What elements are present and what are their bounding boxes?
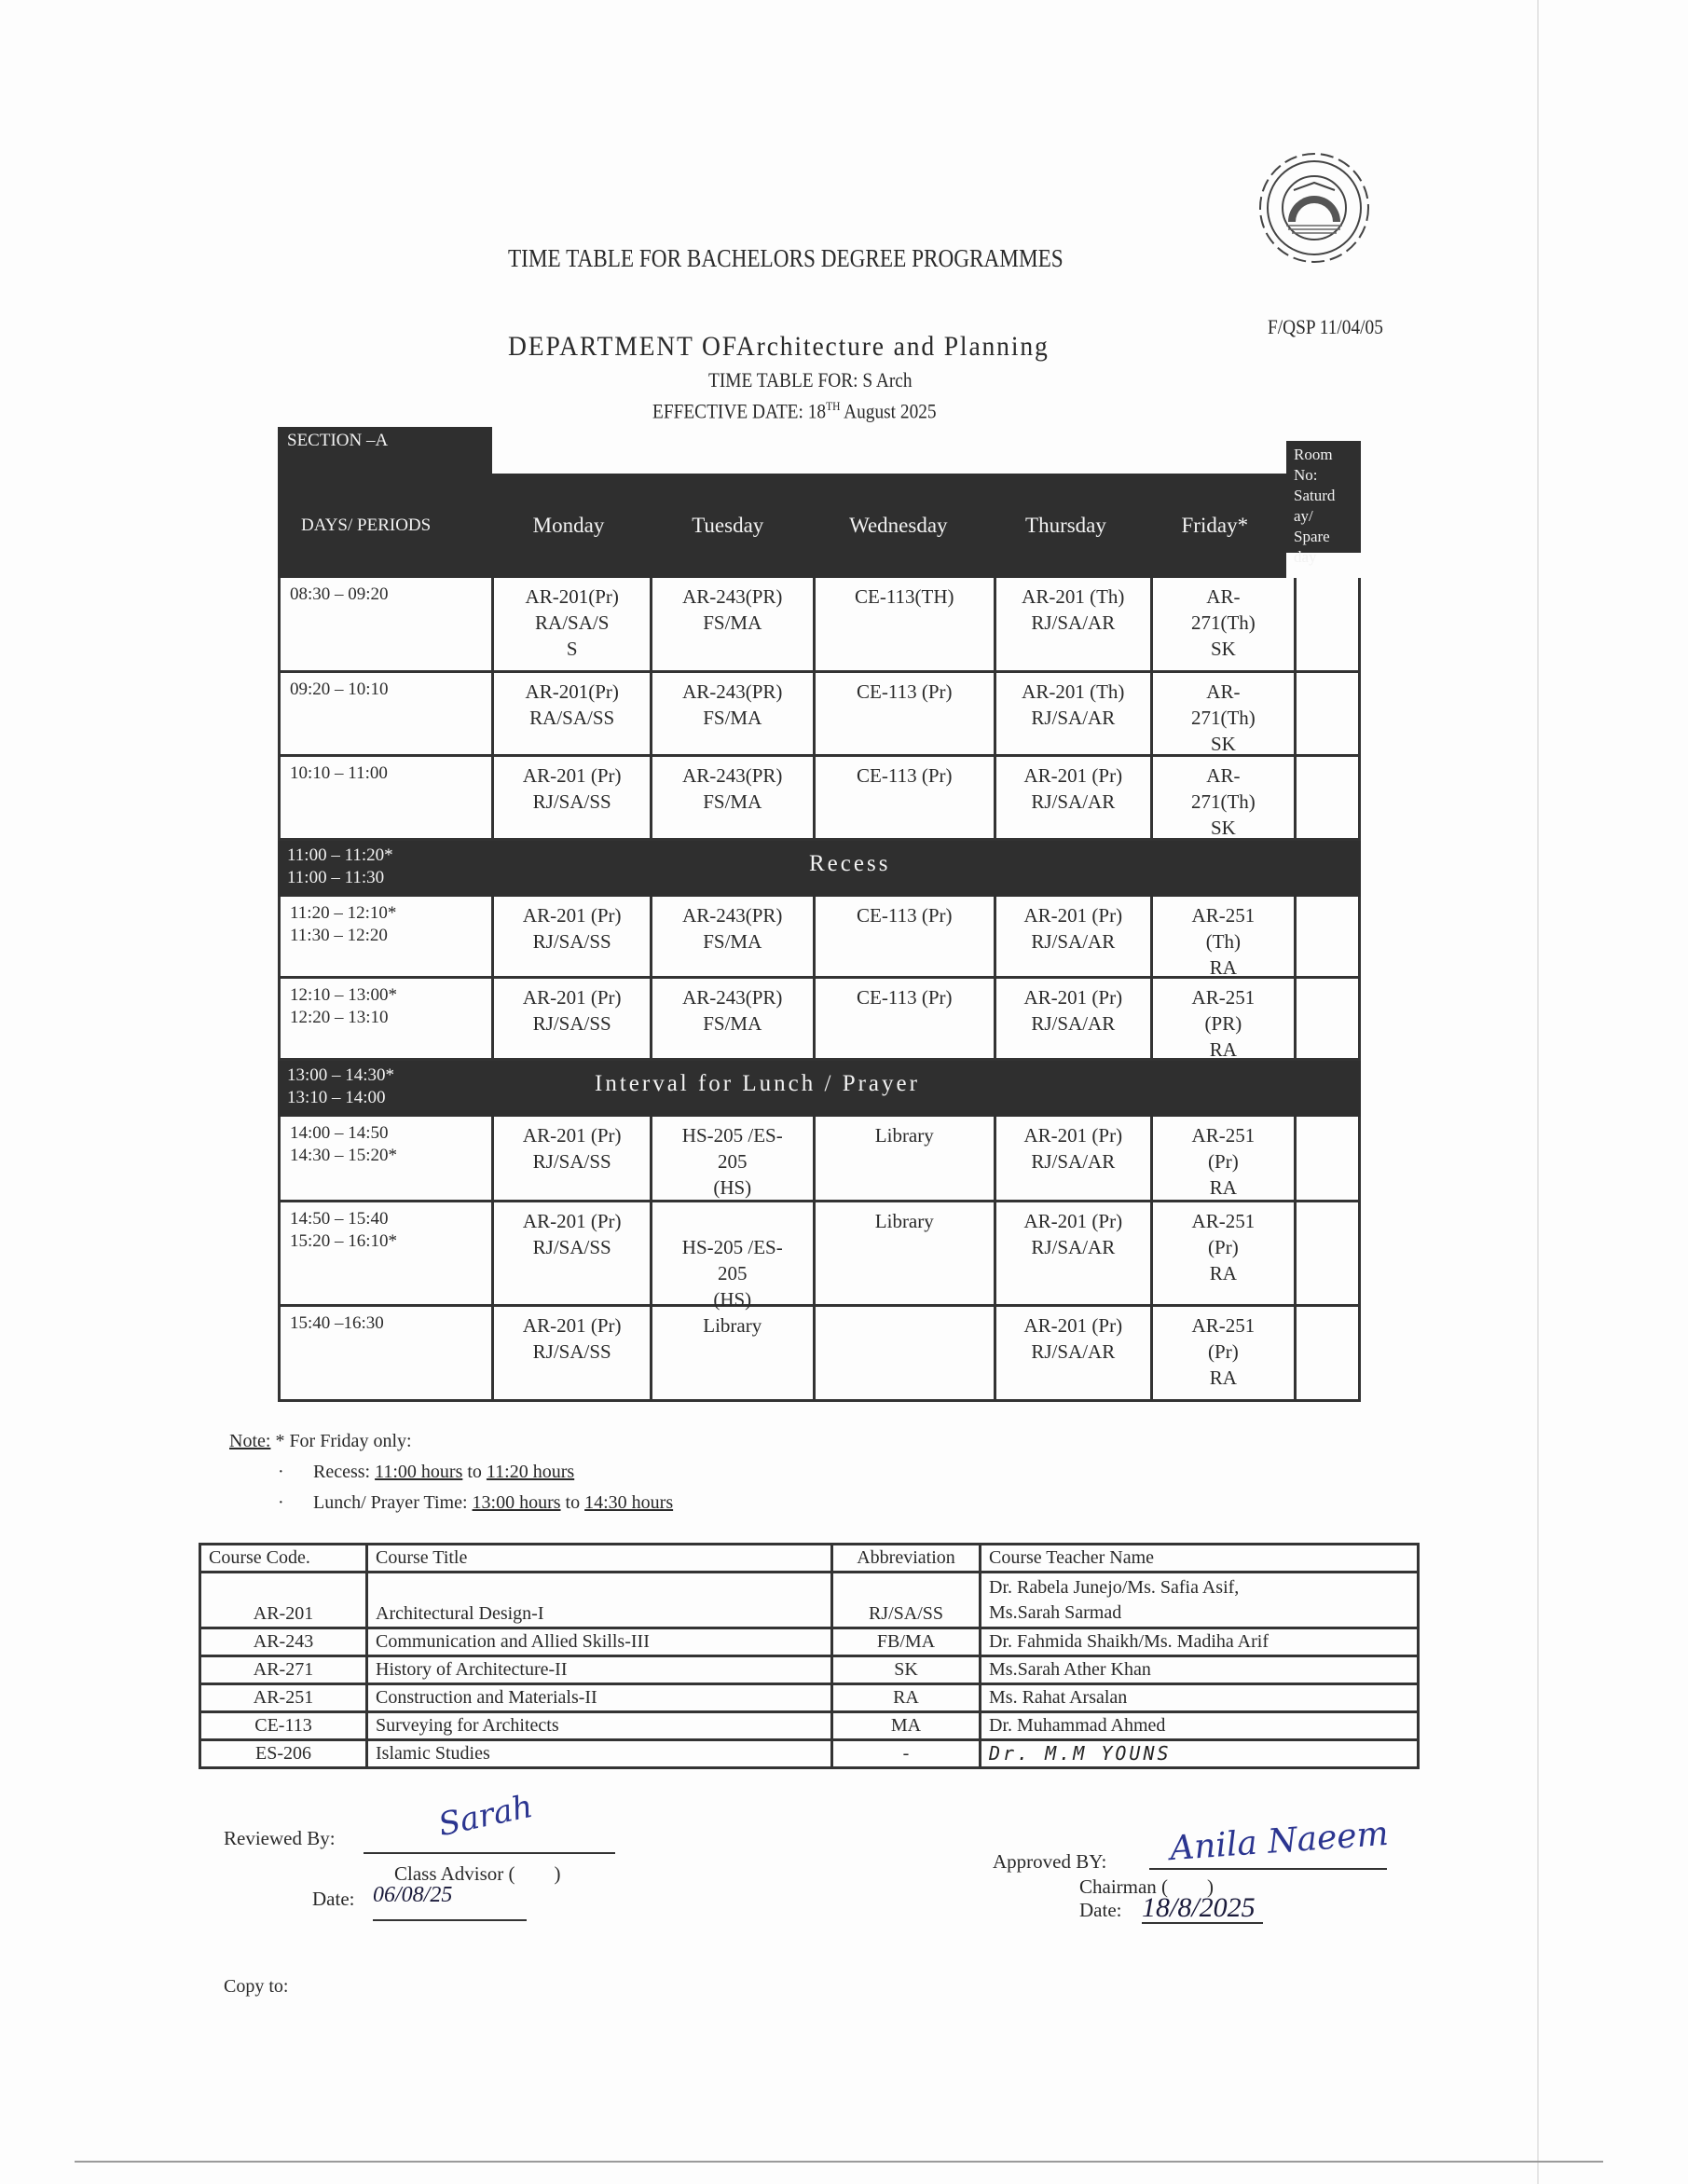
form-code: F/QSP 11/04/05: [1268, 315, 1383, 338]
lunch-label: Lunch/ Prayer Time:: [313, 1492, 473, 1513]
period-row: [278, 673, 1361, 757]
course-row: [200, 1656, 1419, 1684]
period-row: [278, 1117, 1361, 1202]
cell-room: [1297, 673, 1361, 757]
cell-monday: AR-201 (Pr) RJ/SA/SS: [494, 1202, 652, 1307]
cell-friday: AR-251 (Th) RA: [1153, 897, 1297, 979]
note-lunch: [229, 1488, 673, 1518]
recess-to: 11:20 hours: [486, 1462, 575, 1482]
course-title: History of Architecture-II: [367, 1656, 832, 1684]
cell-thursday: AR-201 (Pr) RJ/SA/AR: [996, 1117, 1153, 1202]
room-header: Room No: Saturd ay/ Spare day: [1286, 441, 1361, 553]
cell-wednesday: [816, 1307, 996, 1402]
approved-by-label: Approved BY:: [993, 1850, 1107, 1873]
cell-friday: AR- 271(Th) SK: [1153, 578, 1297, 673]
lunch-to-word: to: [560, 1492, 585, 1513]
cell-monday: AR-201(Pr) RA/SA/S S: [494, 578, 652, 673]
cell-monday: AR-201 (Pr) RJ/SA/SS: [494, 1307, 652, 1402]
cell-friday: AR-251 (Pr) RA: [1153, 1117, 1297, 1202]
course-table: [199, 1543, 1420, 1769]
course-abbreviation: FB/MA: [832, 1628, 981, 1656]
bullet-icon: ·: [278, 1462, 284, 1482]
effective-date: [652, 399, 937, 423]
scan-edge: [1537, 0, 1539, 2184]
cell-room: [1297, 1117, 1361, 1202]
cell-tuesday: AR-243(PR) FS/MA: [652, 979, 816, 1061]
period-time: 10:10 – 11:00: [281, 757, 494, 841]
recess-label: Recess:: [313, 1462, 376, 1482]
cell-room: [1297, 1202, 1361, 1307]
course-table-header: [200, 1545, 1419, 1573]
course-title: Construction and Materials-II: [367, 1684, 832, 1712]
cell-tuesday: AR-243(PR) FS/MA: [652, 757, 816, 841]
break-time: 11:00 – 11:20* 11:00 – 11:30: [287, 845, 393, 887]
cell-wednesday: Library: [816, 1202, 996, 1307]
course-teacher: Ms.Sarah Ather Khan: [981, 1656, 1419, 1684]
cell-wednesday: CE-113 (Pr): [816, 673, 996, 757]
period-row: [278, 897, 1361, 979]
header-tuesday: Tuesday: [692, 514, 764, 537]
cell-wednesday: CE-113(TH): [816, 578, 996, 673]
cell-monday: AR-201 (Pr) RJ/SA/SS: [494, 757, 652, 841]
cell-tuesday: AR-243(PR) FS/MA: [652, 897, 816, 979]
reviewed-by-label: Reviewed By:: [224, 1827, 336, 1849]
header-days-periods: DAYS/ PERIODS: [301, 515, 432, 535]
note-intro-text: * For Friday only:: [270, 1431, 412, 1451]
approved-date: 18/8/2025: [1142, 1892, 1256, 1923]
course-code: AR-243: [200, 1628, 367, 1656]
cell-room: [1297, 757, 1361, 841]
header-course-code: Course Code.: [200, 1545, 367, 1573]
cell-wednesday: CE-113 (Pr): [816, 897, 996, 979]
cell-friday: AR-251 (PR) RA: [1153, 979, 1297, 1061]
break-label: Recess: [809, 851, 891, 876]
period-time: 08:30 – 09:20: [281, 578, 494, 673]
period-row: [278, 1202, 1361, 1311]
cell-wednesday: Library: [816, 1117, 996, 1202]
cell-friday: AR-251 (Pr) RA: [1153, 1307, 1297, 1402]
cell-monday: AR-201(Pr) RA/SA/SS: [494, 673, 652, 757]
effective-date-suffix: TH: [826, 399, 841, 413]
note-label: Note:: [229, 1431, 271, 1451]
section-label: SECTION –A: [278, 427, 492, 474]
period-row: [278, 757, 1361, 841]
course-abbreviation: -: [832, 1740, 981, 1768]
reviewed-signature-line: [364, 1852, 615, 1854]
period-time: 09:20 – 10:10: [281, 673, 494, 757]
period-row: [278, 1307, 1361, 1402]
cell-thursday: AR-201 (Pr) RJ/SA/AR: [996, 1202, 1153, 1307]
break-row: [278, 1061, 1361, 1117]
chairman-label: Chairman ( ): [1079, 1875, 1215, 1898]
cell-thursday: AR-201 (Th) RJ/SA/AR: [996, 673, 1153, 757]
course-code: ES-206: [200, 1740, 367, 1768]
break-label: Interval for Lunch / Prayer: [595, 1071, 920, 1096]
course-code: CE-113: [200, 1712, 367, 1740]
course-title: Architectural Design-I: [367, 1573, 832, 1628]
effective-date-day: EFFECTIVE DATE: 18: [652, 399, 827, 423]
course-abbreviation: RJ/SA/SS: [832, 1573, 981, 1628]
note-recess: [229, 1457, 673, 1488]
course-code: AR-271: [200, 1656, 367, 1684]
header-teacher-name: Course Teacher Name: [981, 1545, 1419, 1573]
period-time: 12:10 – 13:00* 12:20 – 13:10: [281, 979, 494, 1061]
cell-friday: AR- 271(Th) SK: [1153, 757, 1297, 841]
reviewed-date-label: Date:: [312, 1888, 355, 1910]
university-seal-icon: [1249, 147, 1379, 268]
cell-thursday: AR-201 (Pr) RJ/SA/AR: [996, 979, 1153, 1061]
cell-room: [1297, 578, 1361, 673]
department-title: DEPARTMENT OFArchitecture and Planning: [508, 331, 1050, 362]
course-row: [200, 1740, 1419, 1768]
recess-to-word: to: [462, 1462, 487, 1482]
period-time: 15:40 –16:30: [281, 1307, 494, 1402]
course-title: Communication and Allied Skills-III: [367, 1628, 832, 1656]
timetable-grid: [278, 578, 1361, 1402]
cell-friday: AR- 271(Th) SK: [1153, 673, 1297, 757]
header-monday: Monday: [532, 514, 605, 537]
course-abbreviation: SK: [832, 1656, 981, 1684]
cell-tuesday: HS-205 /ES- 205 (HS): [652, 1202, 816, 1307]
header-thursday: Thursday: [1025, 514, 1106, 537]
class-advisor-label: Class Advisor ( ): [394, 1862, 561, 1885]
course-title: Surveying for Architects: [367, 1712, 832, 1740]
course-teacher: Ms. Rahat Arsalan: [981, 1684, 1419, 1712]
bullet-icon: ·: [278, 1492, 284, 1513]
cell-tuesday: AR-243(PR) FS/MA: [652, 578, 816, 673]
course-row: [200, 1628, 1419, 1656]
note-intro: [229, 1426, 673, 1457]
lunch-to: 14:30 hours: [584, 1492, 674, 1513]
cell-friday: AR-251 (Pr) RA: [1153, 1202, 1297, 1307]
course-code: AR-201: [200, 1573, 367, 1628]
copy-to-label: Copy to:: [224, 1976, 289, 1997]
course-row: [200, 1573, 1419, 1628]
course-teacher: Dr. Muhammad Ahmed: [981, 1712, 1419, 1740]
period-time: 14:50 – 15:40 15:20 – 16:10*: [281, 1202, 494, 1307]
cell-monday: AR-201 (Pr) RJ/SA/SS: [494, 897, 652, 979]
reviewed-date: 06/08/25: [373, 1883, 453, 1907]
recess-from: 11:00 hours: [375, 1462, 463, 1482]
cell-wednesday: CE-113 (Pr): [816, 979, 996, 1061]
course-abbreviation: MA: [832, 1712, 981, 1740]
header-wednesday: Wednesday: [849, 514, 948, 537]
period-time: 14:00 – 14:50 14:30 – 15:20*: [281, 1117, 494, 1202]
course-teacher: Dr. Fahmida Shaikh/Ms. Madiha Arif: [981, 1628, 1419, 1656]
cell-thursday: AR-201 (Pr) RJ/SA/AR: [996, 1307, 1153, 1402]
document-title: TIME TABLE FOR BACHELORS DEGREE PROGRAMMES: [508, 244, 1064, 272]
course-teacher: Dr. M.M YOUNS: [981, 1740, 1419, 1768]
cell-tuesday: Library: [652, 1307, 816, 1402]
cell-thursday: AR-201 (Th) RJ/SA/AR: [996, 578, 1153, 673]
approved-signature: Anila Naeem: [1168, 1814, 1390, 1869]
header-course-title: Course Title: [367, 1545, 832, 1573]
effective-date-month: August 2025: [840, 399, 937, 423]
header-friday: Friday*: [1181, 514, 1249, 537]
cell-tuesday: AR-243(PR) FS/MA: [652, 673, 816, 757]
course-row: [200, 1684, 1419, 1712]
cell-tuesday: HS-205 /ES- 205 (HS): [652, 1117, 816, 1202]
period-row: [278, 979, 1361, 1061]
header-abbreviation: Abbreviation: [832, 1545, 981, 1573]
timetable-for: TIME TABLE FOR: S Arch: [708, 368, 913, 391]
break-row: [278, 841, 1361, 897]
reviewed-signature: Sarah: [434, 1787, 537, 1845]
course-teacher: Dr. Rabela Junejo/Ms. Safia Asif, Ms.Sarah Sarmad: [981, 1573, 1419, 1628]
cell-thursday: AR-201 (Pr) RJ/SA/AR: [996, 897, 1153, 979]
cell-thursday: AR-201 (Pr) RJ/SA/AR: [996, 757, 1153, 841]
approved-date-label: Date:: [1079, 1899, 1122, 1921]
course-abbreviation: RA: [832, 1684, 981, 1712]
course-title: Islamic Studies: [367, 1740, 832, 1768]
cell-room: [1297, 1307, 1361, 1402]
reviewed-date-line: [373, 1919, 527, 1921]
cell-room: [1297, 897, 1361, 979]
scan-bottom-edge: [75, 2161, 1603, 2163]
cell-wednesday: CE-113 (Pr): [816, 757, 996, 841]
break-time: 13:00 – 14:30* 13:10 – 14:00: [287, 1065, 395, 1107]
course-code: AR-251: [200, 1684, 367, 1712]
cell-monday: AR-201 (Pr) RJ/SA/SS: [494, 1117, 652, 1202]
course-row: [200, 1712, 1419, 1740]
notes: [229, 1426, 673, 1518]
approved-signature-line: [1149, 1868, 1387, 1870]
cell-room: [1297, 979, 1361, 1061]
period-time: 11:20 – 12:10* 11:30 – 12:20: [281, 897, 494, 979]
lunch-from: 13:00 hours: [472, 1492, 561, 1513]
period-row: [278, 578, 1361, 673]
cell-monday: AR-201 (Pr) RJ/SA/SS: [494, 979, 652, 1061]
timetable-header-row: [278, 474, 1286, 578]
